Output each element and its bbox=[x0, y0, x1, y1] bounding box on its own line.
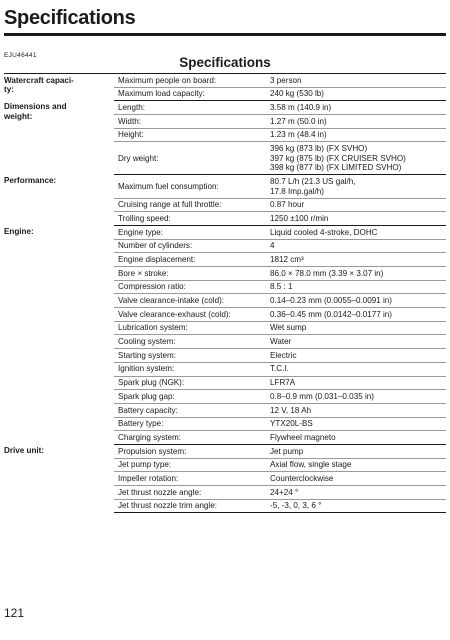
page-header bbox=[4, 6, 444, 36]
spec-property: Jet thrust nozzle trim angle: bbox=[114, 499, 266, 513]
spec-property: Number of cylinders: bbox=[114, 239, 266, 253]
spec-category: Watercraft capaci- ty: bbox=[4, 74, 114, 101]
spec-value: 86.0 × 78.0 mm (3.39 × 3.07 in) bbox=[266, 267, 446, 281]
spec-property: Charging system: bbox=[114, 431, 266, 445]
page-title: Specifications bbox=[4, 7, 136, 29]
spec-property: Engine type: bbox=[114, 225, 266, 239]
specifications-table-body bbox=[4, 74, 446, 513]
spec-property: Valve clearance-exhaust (cold): bbox=[114, 308, 266, 322]
spec-row bbox=[4, 225, 446, 239]
spec-property: Bore × stroke: bbox=[114, 267, 266, 281]
spec-value: 0.8–0.9 mm (0.031–0.035 in) bbox=[266, 390, 446, 404]
spec-property: Ignition system: bbox=[114, 362, 266, 376]
spec-value: Wet sump bbox=[266, 321, 446, 335]
spec-row bbox=[4, 101, 446, 115]
spec-property: Maximum load capacity: bbox=[114, 87, 266, 101]
spec-value: 1.23 m (48.4 in) bbox=[266, 128, 446, 142]
spec-property: Battery type: bbox=[114, 417, 266, 431]
spec-category: Performance: bbox=[4, 176, 57, 186]
spec-category: Engine: bbox=[4, 227, 34, 237]
spec-property: Jet pump type: bbox=[114, 458, 266, 472]
spec-value: Jet pump bbox=[266, 444, 446, 458]
spec-row bbox=[4, 444, 446, 458]
spec-property: Cruising range at full throttle: bbox=[114, 198, 266, 212]
spec-property: Height: bbox=[114, 128, 266, 142]
spec-value: Water bbox=[266, 335, 446, 349]
spec-value: Axial flow, single stage bbox=[266, 458, 446, 472]
spec-property: Maximum people on board: bbox=[114, 74, 266, 88]
spec-property: Spark plug gap: bbox=[114, 390, 266, 404]
spec-value: Electric bbox=[266, 349, 446, 363]
spec-value: 3 person bbox=[266, 74, 446, 88]
spec-property: Width: bbox=[114, 115, 266, 129]
page-number: 121 bbox=[4, 606, 25, 620]
spec-property: Engine displacement: bbox=[114, 253, 266, 267]
spec-property: Maximum fuel consumption: bbox=[114, 175, 266, 198]
spec-category: Dimensions and weight: bbox=[4, 102, 67, 122]
spec-property: Impeller rotation: bbox=[114, 472, 266, 486]
spec-value: 0.36–0.45 mm (0.0142–0.0177 in) bbox=[266, 308, 446, 322]
spec-value: 0.14–0.23 mm (0.0055–0.0091 in) bbox=[266, 294, 446, 308]
spec-value: 240 kg (530 lb) bbox=[266, 87, 446, 101]
spec-value: 3.58 m (140.9 in) bbox=[266, 101, 446, 115]
spec-property: Battery capacity: bbox=[114, 403, 266, 417]
spec-row bbox=[4, 74, 446, 88]
spec-value: -5, -3, 0, 3, 6 ° bbox=[266, 499, 446, 513]
spec-value: 12 V, 18 Ah bbox=[266, 403, 446, 417]
spec-value: 24+24 ° bbox=[266, 486, 446, 500]
spec-value: Flywheel magneto bbox=[266, 431, 446, 445]
spec-property: Propulsion system: bbox=[114, 444, 266, 458]
header-rule bbox=[4, 33, 446, 36]
spec-category: Drive unit: bbox=[4, 446, 45, 456]
spec-value: YTX20L-BS bbox=[266, 417, 446, 431]
specifications-table bbox=[4, 73, 446, 513]
section-title: Specifications bbox=[179, 55, 271, 70]
spec-property: Length: bbox=[114, 101, 266, 115]
spec-value: T.C.I. bbox=[266, 362, 446, 376]
spec-value: 4 bbox=[266, 239, 446, 253]
spec-property: Lubrication system: bbox=[114, 321, 266, 335]
spec-row bbox=[4, 175, 446, 198]
spec-value: 1812 cm³ bbox=[266, 253, 446, 267]
spec-property: Starting system: bbox=[114, 349, 266, 363]
spec-property: Valve clearance-intake (cold): bbox=[114, 294, 266, 308]
spec-value: 1250 ±100 r/min bbox=[266, 212, 446, 226]
spec-value: Counterclockwise bbox=[266, 472, 446, 486]
spec-value: 8.5 : 1 bbox=[266, 280, 446, 294]
spec-property: Spark plug (NGK): bbox=[114, 376, 266, 390]
spec-value: LFR7A bbox=[266, 376, 446, 390]
spec-property: Jet thrust nozzle angle: bbox=[114, 486, 266, 500]
spec-value: 1.27 m (50.0 in) bbox=[266, 115, 446, 129]
spec-property: Dry weight: bbox=[114, 142, 266, 175]
spec-value: 0.87 hour bbox=[266, 198, 446, 212]
spec-property: Trolling speed: bbox=[114, 212, 266, 226]
document-code: EJU46441 bbox=[4, 52, 37, 59]
spec-property: Compression ratio: bbox=[114, 280, 266, 294]
spec-value: Liquid cooled 4-stroke, DOHC bbox=[266, 225, 446, 239]
spec-value: 80.7 L/h (21.3 US gal/h, 17.8 Imp.gal/h) bbox=[266, 175, 446, 198]
spec-property: Cooling system: bbox=[114, 335, 266, 349]
spec-value: 396 kg (873 lb) (FX SVHO) 397 kg (875 lb) (FX CRUISER SVHO) 398 kg (877 lb) (FX LIMITED SVHO) bbox=[266, 142, 446, 175]
